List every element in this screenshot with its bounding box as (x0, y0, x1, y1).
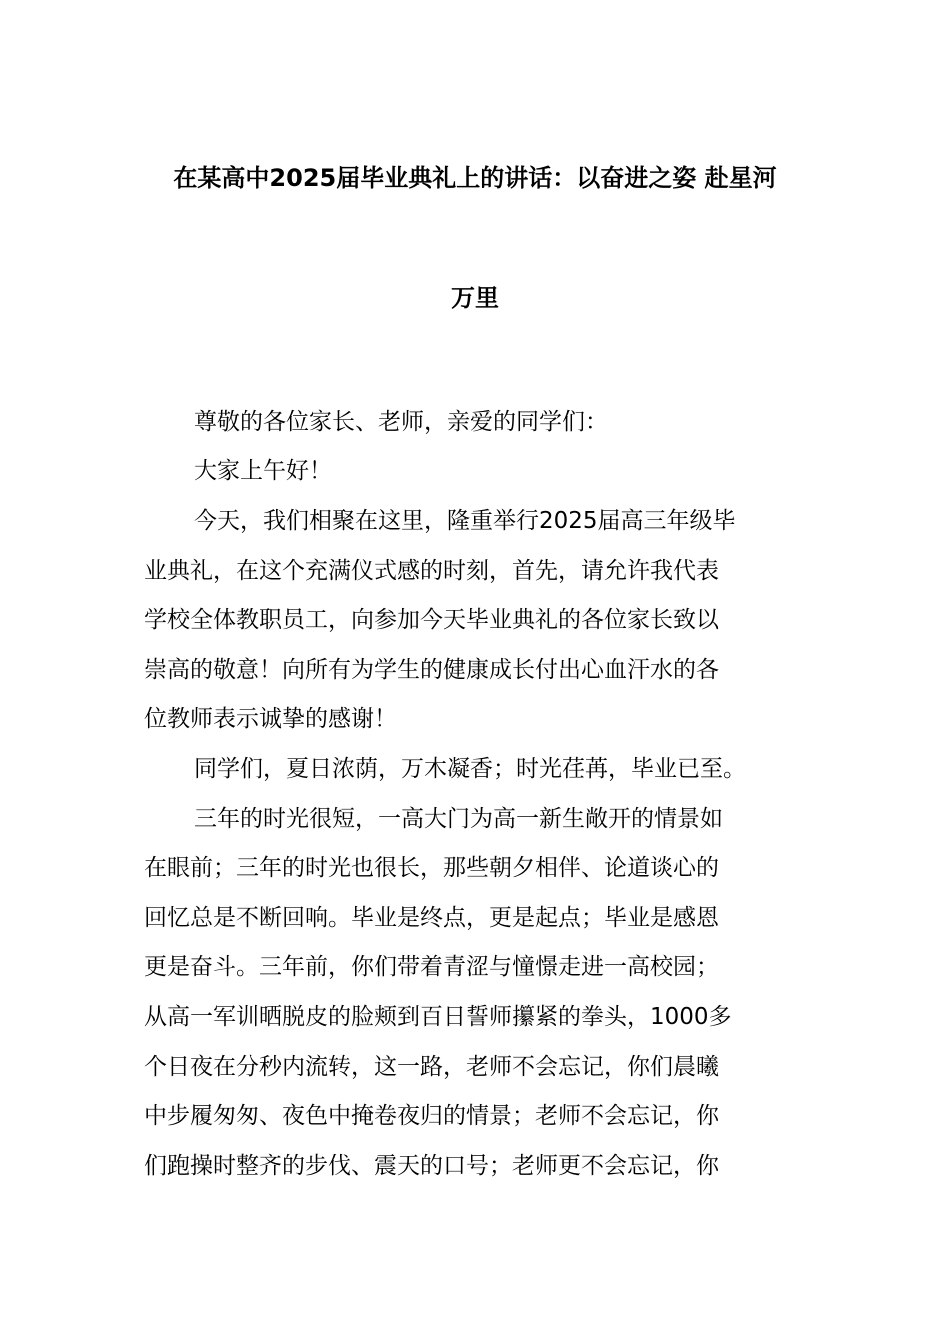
paragraph-line: 同学们，夏日浓荫，万木凝香；时光荏苒，毕业已至。 (194, 756, 746, 782)
paragraph-line: 位教师表示诚挚的感谢！ (144, 706, 397, 732)
paragraph-line: 们跑操时整齐的步伐、震天的口号；老师更不会忘记，你 (144, 1153, 719, 1179)
paragraph-line: 个日夜在分秒内流转，这一路，老师不会忘记，你们晨曦 (144, 1054, 719, 1080)
paragraph-line: 学校全体教职员工，向参加今天毕业典礼的各位家长致以 (144, 607, 719, 633)
greeting-line: 大家上午好！ (194, 458, 332, 484)
paragraph-line: 中步履匆匆、夜色中掩卷夜归的情景；老师不会忘记，你 (144, 1103, 719, 1129)
paragraph-line: 今天，我们相聚在这里，隆重举行2025届高三年级毕 (194, 508, 736, 534)
salutation-line: 尊敬的各位家长、老师，亲爱的同学们： (194, 409, 608, 435)
paragraph-line: 更是奋斗。三年前，你们带着青涩与憧憬走进一高校园； (144, 954, 719, 980)
paragraph-line: 三年的时光很短，一高大门为高一新生敞开的情景如 (194, 806, 723, 832)
document-title-line-1: 在某高中2025届毕业典礼上的讲话：以奋进之姿 赴星河 (173, 164, 777, 192)
paragraph-line: 在眼前；三年的时光也很长，那些朝夕相伴、论道谈心的 (144, 855, 719, 881)
paragraph-line: 从高一军训晒脱皮的脸颊到百日誓师攥紧的拳头，1000多 (144, 1004, 732, 1030)
paragraph-line: 回忆总是不断回响。毕业是终点，更是起点；毕业是感恩 (144, 905, 719, 931)
document-title-line-2: 万里 (451, 284, 499, 312)
paragraph-line: 崇高的敬意！向所有为学生的健康成长付出心血汗水的各 (144, 657, 719, 683)
paragraph-line: 业典礼，在这个充满仪式感的时刻，首先，请允许我代表 (144, 558, 719, 584)
